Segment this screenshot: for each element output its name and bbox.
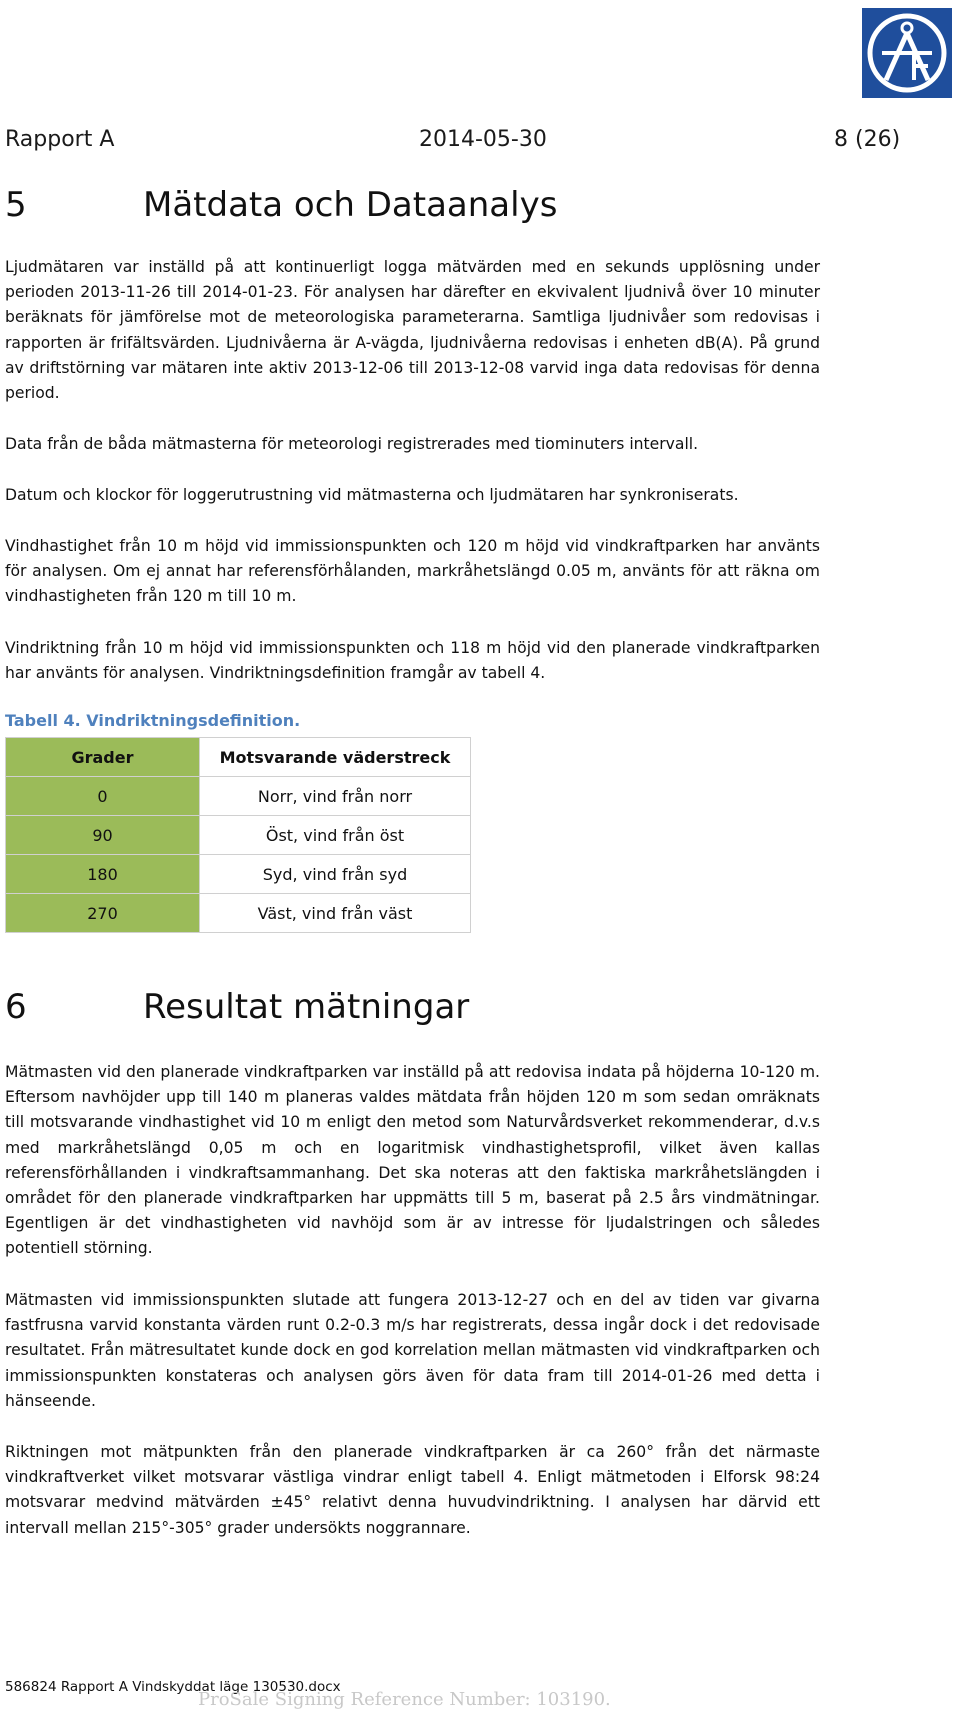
paragraph-sync: Datum och klockor för loggerutrustning vid mätmasterna och ljudmätaren har synkroniserats. <box>5 486 739 504</box>
header-direction: Motsvarande väderstreck <box>200 738 471 777</box>
section-5-title: Mätdata och Dataanalys <box>143 185 558 225</box>
cell-degrees: 90 <box>6 816 200 855</box>
company-logo <box>862 8 952 98</box>
section-5-heading <box>5 185 805 229</box>
footer-filename: 586824 Rapport A Vindskyddat läge 130530.docx <box>5 1679 341 1695</box>
section-5-number: 5 <box>5 185 27 225</box>
cell-degrees: 0 <box>6 777 200 816</box>
section-6-title: Resultat mätningar <box>143 987 470 1027</box>
paragraph-logging: Ljudmätaren var inställd på att kontinuerligt logga mätvärden med en sekunds upplösning under perioden 2013-11-26 till 2014-01-23. För analysen har därefter en ekvivalent ljudnivå över 10 minuter beräknats för jämförelse mot de meteorologiska parameterarna. Samtliga ljudnivåer som redovisas i rapporten är frifältsvärden. Ljudnivåerna är A-vägda, ljudnivåerna redovisas i enheten dB(A). På grund av driftstörning var mätaren inte aktiv 2013-12-06 till 2013-12-08 varvid inga data redovisas för denna period. <box>5 258 820 403</box>
cell-direction: Norr, vind från norr <box>200 777 471 816</box>
header-degrees: Grader <box>6 738 200 777</box>
cell-degrees: 270 <box>6 894 200 933</box>
table-row <box>6 894 471 933</box>
table-row <box>6 855 471 894</box>
paragraph-mast-park: Mätmasten vid den planerade vindkraftparken var inställd på att redovisa indata på höjderna 10-120 m. Eftersom navhöjder upp till 140 m planeras valdes mätdata från höjden 120 m som sedan omräknats till motsvarande vindhastighet vid 10 m enligt den metod som Naturvårdsverket rekommenderar, d.v.s med markråhetslängd 0,05 m och en logaritmisk vindhastighetsprofil, vilket även kallas referensförhållanden i vindkraftsammanhang. Det ska noteras att den faktiska markråhetslängden i området för den planerade vindkraftparken har uppmätts till 5 m, baserat på 2.5 års vindmätningar. Egentligen är det vindhastigheten vid navhöjd som är av intresse för ljudalstringen och således potentiell störning. <box>5 1063 820 1258</box>
paragraph-wind-speed: Vindhastighet från 10 m höjd vid immissionspunkten och 120 m höjd vid vindkraftparken har använts för analysen. Om ej annat har referensförhålanden, markråhetslängd 0.05 m, använts för att räkna om vindhastigheten från 120 m till 10 m. <box>5 537 820 606</box>
section-6-heading <box>5 987 805 1031</box>
page-number: 8 (26) <box>834 127 901 152</box>
paragraph-meteorology: Data från de båda mätmasterna för meteorologi registrerades med tiominuters intervall. <box>5 435 699 453</box>
cell-direction: Syd, vind från syd <box>200 855 471 894</box>
table-row <box>6 816 471 855</box>
cell-direction: Öst, vind från öst <box>200 816 471 855</box>
report-date: 2014-05-30 <box>419 127 547 152</box>
signing-watermark: ProSale Signing Reference Number: 103190. <box>198 1689 611 1710</box>
paragraph-wind-direction: Vindriktning från 10 m höjd vid immissionspunkten och 118 m höjd vid den planerade vindkraftparken har använts för analysen. Vindriktningsdefinition framgår av tabell 4. <box>5 639 820 683</box>
report-name: Rapport A <box>5 127 115 152</box>
table-row <box>6 777 471 816</box>
section-6-number: 6 <box>5 987 27 1027</box>
cell-direction: Väst, vind från väst <box>200 894 471 933</box>
wind-direction-table <box>5 737 471 933</box>
paragraph-direction: Riktningen mot mätpunkten från den planerade vindkraftparken är ca 260° från det närmaste vindkraftverket vilket motsvarar västliga vindrar enligt tabell 4. Enligt mätmetoden i Elforsk 98:24 motsvarar medvind mätvärden ±45° relativt denna huvudvindriktning. I analysen har därvid ett intervall mellan 215°-305° grader undersökts noggrannare. <box>5 1443 820 1537</box>
paragraph-mast-immission: Mätmasten vid immissionspunkten slutade att fungera 2013-12-27 och en del av tiden var givarna fastfrusna varvid konstanta värden runt 0.2-0.3 m/s har registrerats, dessa ingår dock i det redovisade resultatet. Från mätresultatet kunde dock en god korrelation mellan mätmasten vid vindkraftparken och immissionspunkten konstateras och analysen görs även för data fram till 2014-01-26 med detta i hänseende. <box>5 1291 820 1410</box>
cell-degrees: 180 <box>6 855 200 894</box>
table-header-row <box>6 738 471 777</box>
table-caption: Tabell 4. Vindriktningsdefinition. <box>5 711 301 730</box>
